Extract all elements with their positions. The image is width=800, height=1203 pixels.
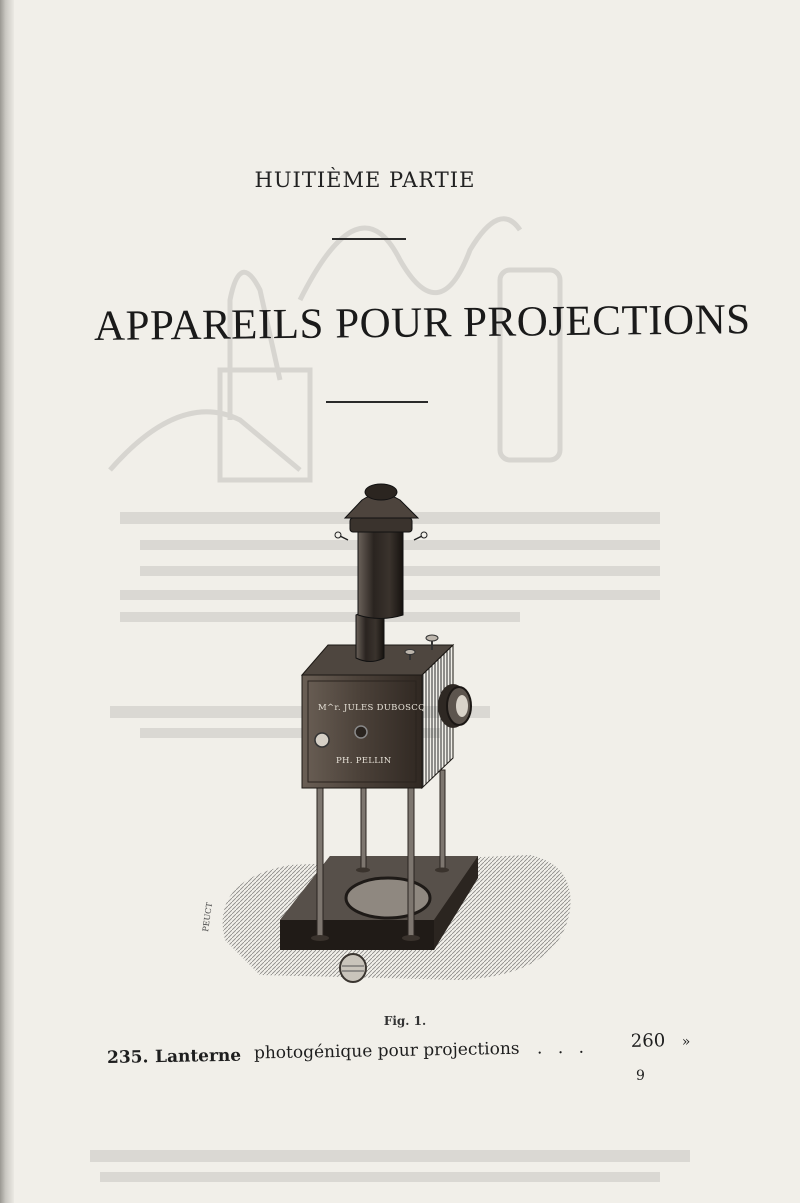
entry-name: Lanterne	[154, 1045, 242, 1068]
lantern-plate-maker: M^r. JULES DUBOSCQ	[318, 703, 426, 713]
decorative-rule-lower	[326, 401, 428, 403]
entry-price: 260	[630, 1030, 666, 1052]
entry-price-mark: »	[681, 1033, 691, 1050]
figure-caption: Fig. 1.	[383, 1014, 427, 1028]
main-title: APPAREILS POUR PROJECTIONS	[93, 296, 751, 350]
entry-description: photogénique pour projections	[253, 1038, 520, 1064]
entry-number: 235.	[106, 1047, 149, 1068]
page-number: 9	[636, 1068, 645, 1084]
part-title: HUITIÈME PARTIE	[254, 168, 476, 192]
decorative-rule-upper	[332, 238, 406, 240]
engraver-signature: PEUCT	[201, 901, 215, 933]
entry-leader-dots: . . .	[536, 1037, 590, 1059]
lantern-plate-pellin: PH. PELLIN	[336, 756, 392, 766]
projection-lantern-engraving	[200, 470, 590, 1010]
